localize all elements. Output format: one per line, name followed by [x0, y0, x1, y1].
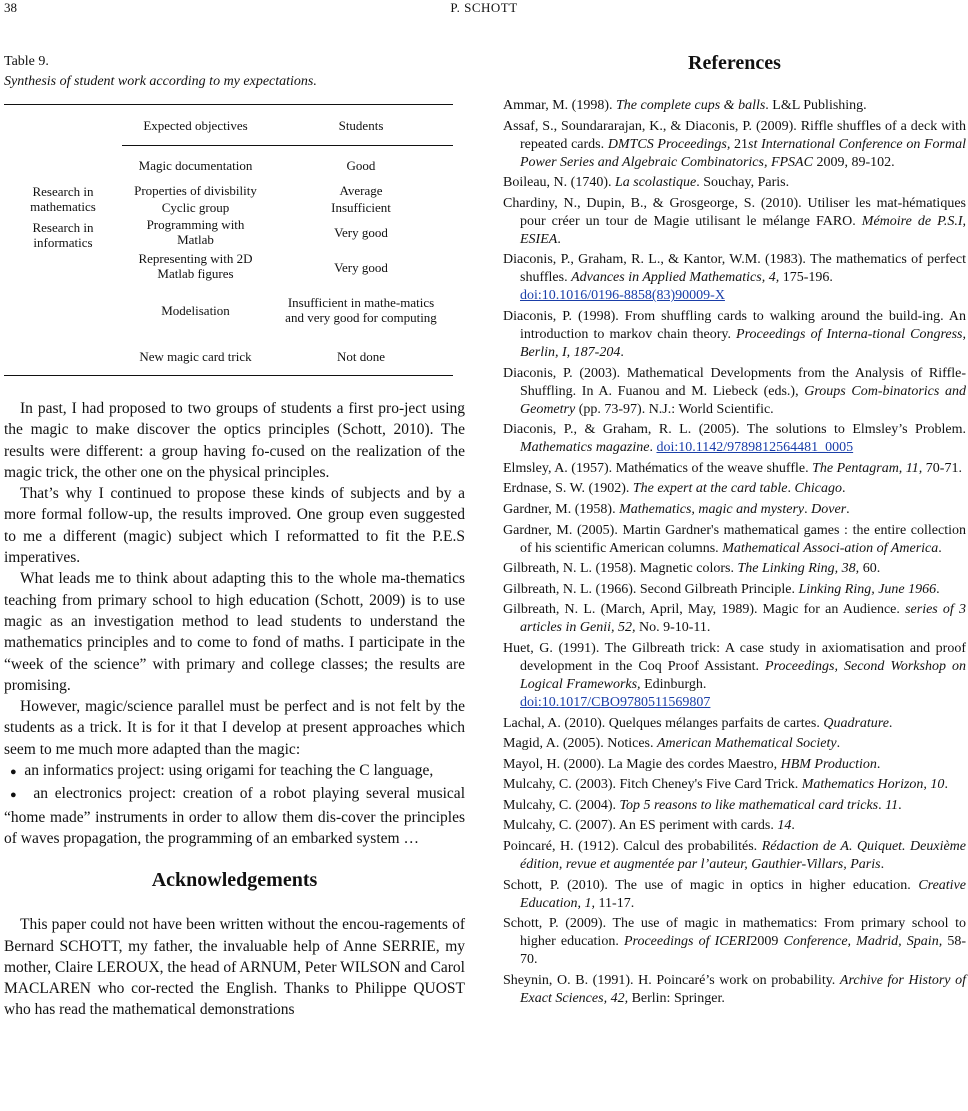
reference-item: Gardner, M. (2005). Martin Gardner's mathematical games : the entire collection of his scientific American columns. Mathematical Associ-ation of America. [503, 522, 966, 556]
body-paragraph: However, magic/science parallel must be perfect and is not felt by the students as a trick. It is for it that I develop at present approaches which seem to me much more adapted than the magic: [4, 698, 465, 758]
cell-students: Not done [336, 348, 386, 364]
table-row [4, 283, 453, 338]
cell-objective: New magic card trick [139, 348, 252, 364]
synthesis-table [4, 104, 453, 376]
reference-item: Elmsley, A. (1957). Mathématics of the weave shuffle. The Pentagram, 11, 70-71. [503, 460, 962, 476]
reference-item: Boileau, N. (1740). La scolastique. Souchay, Paris. [503, 175, 790, 191]
cell-objective: Cyclic group [161, 199, 230, 215]
bullet-icon: ● [10, 789, 20, 802]
group-label-mathematics: Research in mathematics [30, 183, 96, 214]
reference-item: Gardner, M. (1958). Mathematics, magic and mystery. Dover. [503, 501, 850, 517]
table-caption: Synthesis of student work according to my expectations. [4, 74, 317, 89]
reference-item: Magid, A. (2005). Notices. American Mathematical Society. [503, 736, 841, 752]
cell-objective: Programming with Matlab [146, 217, 245, 247]
reference-item: Schott, P. (2009). The use of magic in mathematics: From primary school to higher education. Proceedings of ICERI2009 Conference, Madrid, Spain, 58-70. [503, 916, 967, 968]
reference-item: Assaf, S., Soundararajan, K., & Diaconis, P. (2009). Riffle shuffles of a deck with repeated cards. DMTCS Proceedings, 21st International Conference on Formal Power Series and Algebraic Combinatorics, FPSAC 2009, 89-102. [503, 118, 967, 170]
bullet-item: ● an informatics project: using origami for teaching the C language, [10, 762, 434, 780]
cell-students: Average [339, 182, 383, 198]
acknowledgements-heading: Acknowledgements [151, 869, 318, 892]
reference-item: Gilbreath, N. L. (1966). Second Gilbreath Principle. Linking Ring, June 1966. [503, 581, 940, 597]
table-row [4, 182, 453, 199]
reference-item: Mayol, H. (2000). La Magie des cordes Maestro, HBM Production. [503, 756, 881, 772]
reference-item: Diaconis, P. (1998). From shuffling cards to walking around the build-ing. An introduction to markov chain theory. Proceedings of Interna-tional Congress, Berlin, I, 187-204. [503, 308, 966, 360]
reference-item: Mulcahy, C. (2003). Fitch Cheney's Five Card Trick. Mathematics Horizon, 10. [503, 777, 948, 793]
reference-item: Poincaré, H. (1912). Calcul des probabilités. Rédaction de A. Quiquet. Deuxième édition, revue et augmentée par l’auteur, Gauthier-Villars, Paris. [503, 839, 967, 873]
table-label: Table 9. [4, 54, 49, 69]
group-label-informatics: Research in informatics [32, 219, 94, 250]
reference-item: Gilbreath, N. L. (1958). Magnetic colors. The Linking Ring, 38, 60. [503, 561, 881, 577]
reference-item: Chardiny, N., Dupin, B., & Grosgeorge, S. (2010). Utiliser les mat-hématiques pour créer un tour de Magie utilisant le mélange FARO. Mémoire de P.S.I, ESIEA. [503, 195, 966, 247]
reference-list [503, 97, 966, 1008]
references-heading: References [688, 52, 781, 74]
cell-objective: Modelisation [161, 302, 230, 318]
acknowledgements-text: This paper could not have been written without the encou-ragements of Bernard SCHOTT, my father, the invaluable help of Anne SERRIE, my mother, Claire LEROUX, the head of ARNUM, Peter WILSON and Carol MACLAREN who cor-rected the English. Thanks to Philippe QUOST who has read the mathematical demonstrations [4, 916, 465, 1019]
body-paragraph: That’s why I continued to propose these kinds of subjects and by a more formal follow-up, the results improved. One group even suggested to me a different (magic) subject which I reformatted to fit the P.E.S imperatives. [4, 485, 465, 567]
reference-item: Mulcahy, C. (2004). Top 5 reasons to like mathematical card tricks. 11. [503, 797, 902, 813]
reference-item: Mulcahy, C. (2007). An ES periment with cards. 14. [503, 818, 795, 834]
table-row [4, 216, 453, 249]
cell-students: Insufficient [331, 199, 391, 215]
doi-link[interactable]: doi:10.1017/CBO9780511569807 [520, 694, 711, 710]
cell-objective: Magic documentation [138, 158, 253, 174]
cell-students: Very good [334, 224, 388, 240]
reference-item: Ammar, M. (1998). The complete cups & balls. L&L Publishing. [503, 98, 867, 113]
right-column [503, 52, 966, 1010]
col-header-students: Students [269, 105, 453, 146]
cell-students: Very good [334, 260, 388, 275]
cell-students: Insufficient in mathe-matics and very good for computing [285, 295, 437, 325]
page-number: 38 [4, 0, 17, 15]
doi-link[interactable]: doi:10.1142/9789812564481_0005 [656, 440, 854, 456]
reference-item: Lachal, A. (2010). Quelques mélanges parfaits de cartes. Quadrature. [503, 715, 893, 731]
cell-objective: Representing with 2D Matlab figures [138, 250, 253, 281]
left-column [4, 52, 465, 1021]
table-row [4, 146, 453, 182]
reference-item: Schott, P. (2010). The use of magic in optics in higher education. Creative Education, 1, 11-17. [503, 877, 966, 911]
reference-item: Erdnase, S. W. (1902). The expert at the card table. Chicago. [503, 481, 846, 497]
reference-item: Sheynin, O. B. (1991). H. Poincaré’s work on probability. Archive for History of Exact Sciences, 42, Berlin: Springer. [503, 972, 967, 1006]
reference-item: Diaconis, P., & Graham, R. L. (2005). The solutions to Elmsley’s Problem. Mathematics magazine. doi:10.1142/9789812564481_0005 [503, 422, 966, 456]
bullet-item: ● an electronics project: creation of a robot playing several musical “home made” instruments in order to allow them dis-cover the principles of waves propagation, the programming of an embarked system … [4, 785, 465, 847]
cell-objective: Properties of divisbility [134, 182, 257, 198]
bullet-icon: ● [10, 766, 17, 779]
table-row [4, 338, 453, 376]
reference-item: Huet, G. (1991). The Gilbreath trick: A case study in axiomatisation and proof development in the Coq Proof Assistant. Proceedings, Second Workshop on Logical Frameworks, Edinburgh. doi:10.1017/CBO9780511569807 [503, 640, 966, 710]
table-header-row [4, 105, 453, 146]
reference-item: Gilbreath, N. L. (March, April, May, 1989). Magic for an Audience. series of 3 articles in Genii, 52, No. 9-10-11. [503, 602, 966, 636]
body-paragraph: What leads me to think about adapting this to the whole ma-thematics teaching from primary school to high education (Schott, 2009) is to use magic as an investigation method to lead students to understand the mathematics principles and to come to fond of maths. I participate in the “week of the science” with primary and college classes; the results are promising. [4, 570, 465, 694]
cell-students: Good [346, 158, 376, 174]
reference-item: Diaconis, P., Graham, R. L., & Kantor, W.M. (1983). The mathematics of perfect shuffles. Advances in Applied Mathematics, 4, 175-196. doi:10.1016/0196-8858(83)90009-X [503, 252, 966, 304]
doi-link[interactable]: doi:10.1016/0196-8858(83)90009-X [520, 288, 725, 304]
reference-item: Diaconis, P. (2003). Mathematical Developments from the Analysis of Riffle-Shuffling. In A. Fuanou and M. Liebeck (eds.), Groups Com-binatorics and Geometry (pp. 73-97). N.J.: World Scientific. [503, 365, 966, 417]
body-paragraph: In past, I had proposed to two groups of students a first pro-ject using the magic to make discover the optics principles (Schott, 2010). The results were different: a group having fo-cused on the realization of the magic trick, the other one on the physical principles. [4, 400, 465, 481]
col-header-objectives: Expected objectives [122, 105, 269, 146]
running-header-author: P. SCHOTT [450, 0, 518, 15]
